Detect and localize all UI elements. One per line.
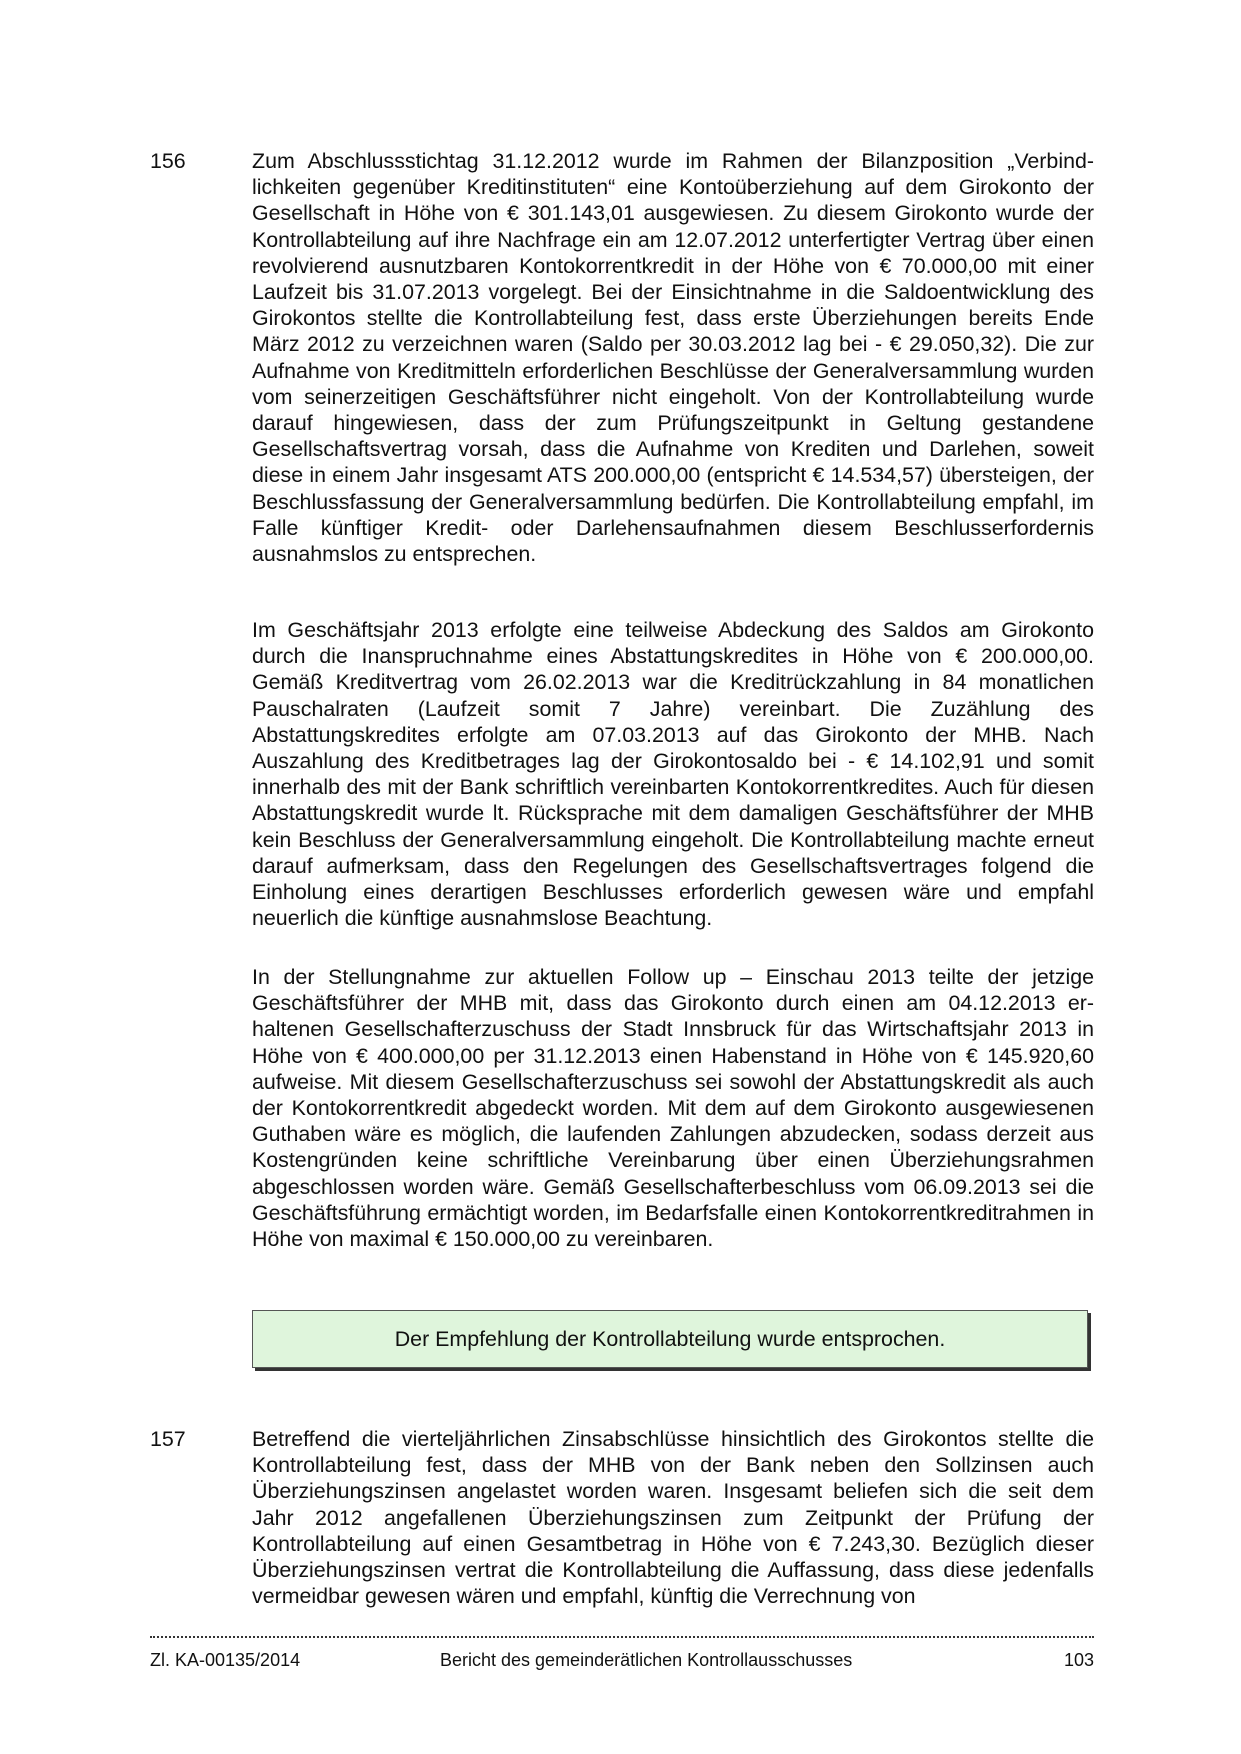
footer-title: Bericht des gemeinderätlichen Kontrollausschusses bbox=[440, 1650, 853, 1670]
recommendation-box bbox=[252, 1310, 1088, 1368]
footer-dotted-rule bbox=[150, 1636, 1094, 1638]
footer-reference: Zl. KA-00135/2014 bbox=[150, 1650, 301, 1670]
footer-page-number: 103 bbox=[1063, 1650, 1094, 1670]
paragraph-156-1: Zum Abschlussstichtag 31.12.2012 wurde im Rahmen der Bilanzposition „Verbindlichkeiten gegenüber Kreditinstituten“ eine Kontoüberziehung auf dem Girokonto der Gesellschaft in Höhe von € 301.143,01 ausgewiesen. Zu diesem Girokonto wurde der Kontrollabteilung auf ihre Nachfrage ein am 12.07.2012 unterfertigter Vertrag über einen revolvierend ausnutzbaren Kontokorrentkredit in der Höhe von € 70.000,00 mit einer Laufzeit bis 31.07.2013 vorgelegt. Bei der Einsichtnahme in die Saldoentwicklung des Girokontos stellte die Kontrollabteilung fest, dass erste Überziehungen bereits Ende März 2012 zu verzeichnen waren (Saldo per 30.03.2012 lag bei - € 29.050,32). Die zur Aufnahme von Kreditmitteln erforderlichen Beschlüsse der Generalversammlung wurden vom seinerzeitigen Geschäftsführer nicht eingeholt. Von der Kontrollabteilung wurde darauf hingewiesen, dass der zum Prüfungszeitpunkt in Geltung gestandene Gesellschaftsvertrag vorsah, dass die Aufnahme von Krediten und Darlehen, soweit diese in einem Jahr insgesamt ATS 200.000,00 (entspricht € 14.534,57) übersteigen, der Beschlussfassung der Generalversammlung bedürfen. Die Kontrollabteilung empfahl, im Falle künftiger Kredit- oder Darlehensaufnahmen diesem Beschlusserfordernis ausnahmslos zu entsprechen. bbox=[252, 149, 1094, 567]
section-number-156: 156 bbox=[150, 149, 186, 173]
paragraph-156-3: In der Stellungnahme zur aktuellen Follow up – Einschau 2013 teilte der jetzige Geschäftsführer der MHB mit, dass das Girokonto durch einen am 04.12.2013 erhaltenen Gesellschafterzuschuss der Stadt Innsbruck für das Wirtschaftsjahr 2013 in Höhe von € 400.000,00 per 31.12.2013 einen Habenstand in Höhe von € 145.920,60 aufweise. Mit diesem Gesellschafterzuschuss sei sowohl der Abstattungskredit als auch der Kontokorrentkredit abgedeckt worden. Mit dem auf dem Girokonto ausgewiesenen Guthaben wäre es möglich, die laufenden Zahlungen abzudecken, sodass derzeit aus Kostengründen keine schriftliche Vereinbarung über einen Überziehungsrahmen abgeschlossen worden wäre. Gemäß Gesellschafterbeschluss vom 06.09.2013 sei die Geschäftsführung ermächtigt worden, im Bedarfsfalle einen Kontokorrentkreditrahmen in Höhe von maximal € 150.000,00 zu vereinbaren. bbox=[252, 965, 1094, 1252]
section-number-157: 157 bbox=[150, 1427, 186, 1451]
paragraph-156-2: Im Geschäftsjahr 2013 erfolgte eine teilweise Abdeckung des Saldos am Girokonto durch die Inanspruchnahme eines Abstattungskredites in Höhe von € 200.000,00. Gemäß Kreditvertrag vom 26.02.2013 war die Kreditrückzahlung in 84 monatlichen Pauschalraten (Laufzeit somit 7 Jahre) vereinbart. Die Zuzählung des Abstattungskredites erfolgte am 07.03.2013 auf das Girokonto der MHB. Nach Auszahlung des Kreditbetrages lag der Girokontosaldo bei - € 14.102,91 und somit innerhalb des mit der Bank schriftlich vereinbarten Kontokorrentkredites. Auch für diesen Abstattungskredit wurde lt. Rücksprache mit dem damaligen Geschäftsführer der MHB kein Beschluss der Generalversammlung eingeholt. Die Kontrollabteilung machte erneut darauf aufmerksam, dass den Regelungen des Gesellschaftsvertrages folgend die Einholung eines derartigen Beschlusses erforderlich gewesen wäre und empfahl neuerlich die künftige ausnahmslose Beachtung. bbox=[252, 618, 1094, 931]
recommendation-text: Der Empfehlung der Kontrollabteilung wurde entsprochen. bbox=[394, 1326, 946, 1351]
paragraph-157-1: Betreffend die vierteljährlichen Zinsabschlüsse hinsichtlich des Girokontos stellte die Kontrollabteilung fest, dass der MHB von der Bank neben den Sollzinsen auch Überziehungszinsen angelastet worden waren. Insgesamt beliefen sich die seit dem Jahr 2012 angefallenen Überziehungszinsen zum Zeitpunkt der Prüfung der Kontrollabteilung auf einen Gesamtbetrag in Höhe von € 7.243,30. Bezüglich dieser Überziehungszinsen vertrat die Kontrollabteilung die Auffassung, dass diese jedenfalls vermeidbar gewesen wären und empfahl, künftig die Verrechnung von bbox=[252, 1427, 1094, 1609]
